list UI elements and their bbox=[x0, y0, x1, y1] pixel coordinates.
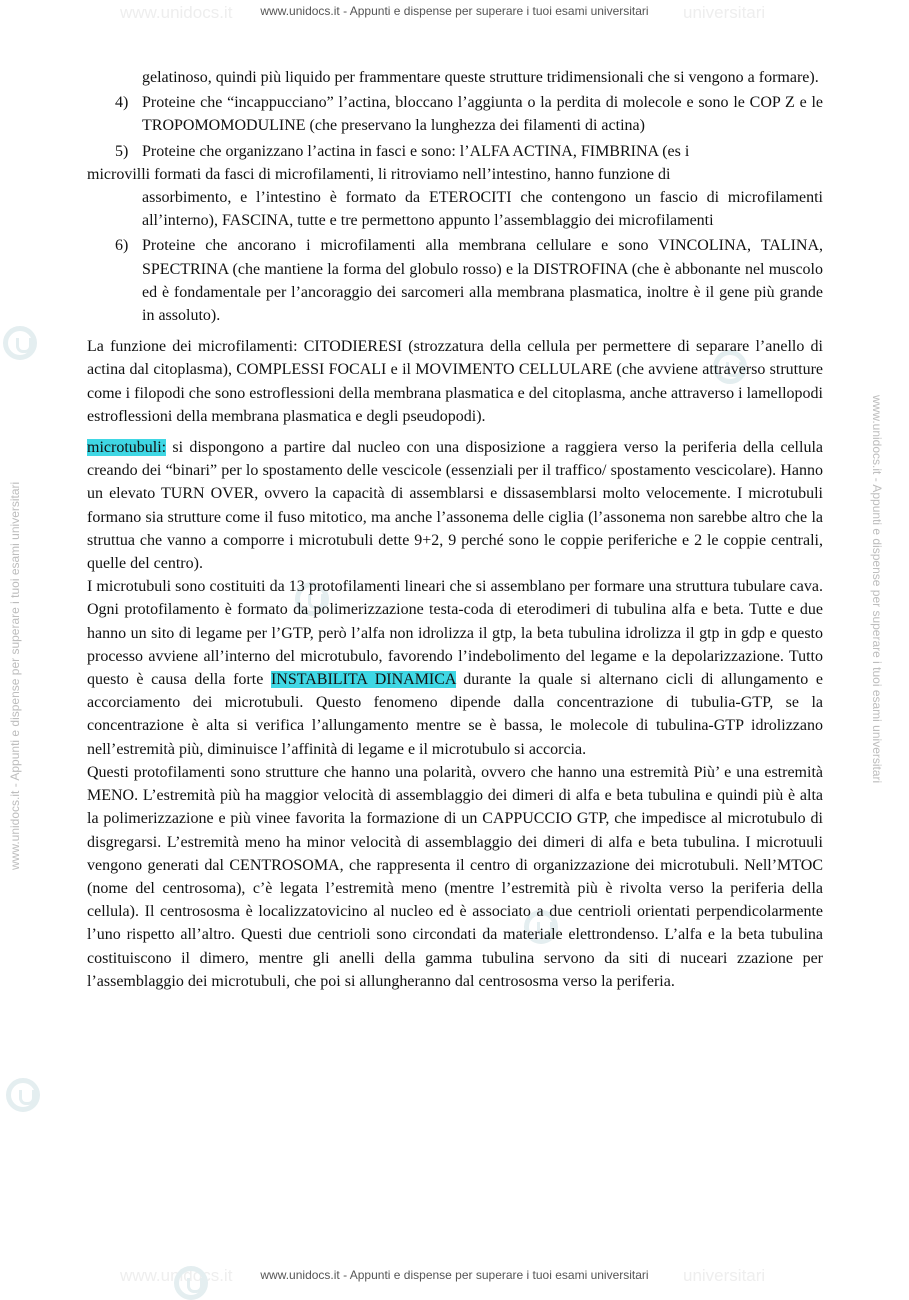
footer-watermark: www.unidocs.it - Appunti e dispense per superare i tuoi esami universitari bbox=[260, 1268, 649, 1282]
ghost-watermark-bottom-left: www.unidocs.it bbox=[120, 1266, 233, 1285]
list-continuation: gelatinoso, quindi più liquido per frammentare queste strutture tridimensionali che si vengono a formare). bbox=[142, 69, 819, 86]
list-item-text: Proteine che organizzano l’actina in fasci e sono: l’ALFA ACTINA, FIMBRINA (es i bbox=[142, 142, 690, 160]
list-item-6 bbox=[87, 234, 823, 327]
paragraph-microtubuli bbox=[87, 436, 823, 575]
list-item-text: Proteine che ancorano i microfilamenti alla membrana cellulare e sono VINCOLINA, TALINA, SPECTRINA (che mantiene la forma del globulo rosso) e la DISTROFINA (che è abbonante nel muscolo ed è fondamentale per l’ancoraggio dei sarcomeri alla membrana plasmatica, inoltre è il gene più grande in assoluto). bbox=[142, 237, 823, 325]
list-item-5-wrap: microvilli formati da fasci di microfilamenti, li ritroviamo nell’intestino, hanno funzione di bbox=[87, 165, 671, 183]
header-watermark: www.unidocs.it - Appunti e dispense per superare i tuoi esami universitari bbox=[260, 4, 649, 18]
paragraph-protofilamenti bbox=[87, 575, 823, 761]
paragraph-text: si dispongono a partire dal nucleo con una disposizione a raggiera verso la periferia della cellula creando dei “binari” per lo spostamento delle vescicole (essenziali per il traffico/ spostamento vescicolare). Hanno un elevato TURN OVER, ovvero la capacità di assemblarsi e dissasemblarsi molto velocemente. I microtubuli formano sia strutture come il fuso mitotico, ma anche l’assonema delle ciglia (l’assonema non sarebbe altro che la struttua che vanno a comporre i microtubuli dette 9+2, 9 perché sono le coppie periferiche e 2 le coppie centrali, quelle del centro). bbox=[87, 439, 823, 573]
list-number: 5) bbox=[115, 142, 129, 160]
paragraph-polarita: Questi protofilamenti sono strutture che hanno una polarità, ovvero che hanno una estremità Più’ e una estremità MENO. L’estremità più ha maggior velocità di assemblaggio dei dimeri di alfa e beta tubulina e quindi più è alta la polimerizzazione e più vinee favorita la formazione di un CAPPUCCIO GTP, che impedisce al microtubulo di disgregarsi. L’estremità meno ha minor velocità di assemblaggio dei dimeri di alfa e beta tubulina. I microtuuli vengono generati dal CENTROSOMA, che rappresenta il centro di organizzazione dei microtubuli. Nell’MTOC (nome del centrosoma), c’è legata l’estremità meno (mentre l’estremità più è rivolta verso la periferia della cellula). Il centrososma è localizzatovicino al nucleo ed è associato a due centrioli orientati perpendicolarmente l’uno rispetto all’altro. Questi due centrioli sono circondati da materiale elettrondenso. L’alfa e la beta tubulina costituiscono il dimero, mentre gli anelli della gamma tubulina servono da siti di nuceari zzazione per l’assemblaggio dei microtubuli, che poi si allungheranno dal centrososma verso la periferia. bbox=[87, 763, 823, 990]
paragraph-text: I microtubuli sono costituiti da 13 protofilamenti lineari che si assemblano per formare una struttura tubulare cava. Ogni protofilamento è formato da polimerizzazione testa-coda di eterodimeri di tubulina alfa e beta. Tutte e due hanno un sito di legame per l’GTP, però l’alfa non idrolizza il gtp, la beta tubulina idrolizza il gtp in gdp e questo processo avviene all’interno del microtubulo, favorendo l’indebolimento del legame e la depolarizzazione. Tutto questo è causa della forte bbox=[87, 578, 823, 689]
ghost-watermark-right: universitari bbox=[683, 3, 766, 22]
list-item-5-continuation: assorbimento, e l’intestino è formato da ETEROCITI che contengono un fascio di microfilamenti all’interno), FASCINA, tutte e tre permettono appunto l’assemblaggio dei microfilamenti bbox=[142, 189, 823, 230]
side-watermark-left: www.unidocs.it - Appunti e dispense per superare i tuoi esami universitari bbox=[8, 481, 22, 870]
document-body bbox=[87, 66, 823, 993]
unidocs-logo-icon bbox=[174, 1266, 208, 1300]
list-number: 6) bbox=[115, 237, 129, 255]
unidocs-logo-icon bbox=[6, 1078, 40, 1112]
highlight-instabilita: INSTABILITA DINAMICA bbox=[270, 671, 456, 689]
list-item-text: Proteine che “incappucciano” l’actina, bloccano l’aggiunta o la perdita di molecole e sono le COP Z e le TROPOMOMODULINE (che preservano la lunghezza dei filamenti di actina) bbox=[142, 94, 823, 135]
side-watermark-right: www.unidocs.it - Appunti e dispense per superare i tuoi esami universitari bbox=[870, 395, 884, 784]
list-number: 4) bbox=[115, 94, 129, 112]
list-item-5 bbox=[87, 140, 823, 163]
highlight-microtubuli: microtubuli: bbox=[87, 439, 167, 457]
paragraph-text: durante la quale si alternano cicli di allungamento e accorciamento dei microtubuli. Questo fenomeno dipende dalla concentrazione di tubulia-GTP, se la concentrazione è alta si verifica l’allungamento mentre se è bassa, le molecole di tubulina-GTP idrolizzano nell’estremità più, diminuisce l’affinità di legame e il microtubulo si accorcia. bbox=[87, 671, 824, 758]
unidocs-logo-icon bbox=[3, 326, 37, 360]
ghost-watermark-bottom-right: universitari bbox=[683, 1266, 766, 1285]
ghost-watermark-left: www.unidocs.it bbox=[120, 3, 233, 22]
list-item-4 bbox=[87, 91, 823, 137]
paragraph-function: La funzione dei microfilamenti: CITODIERESI (strozzatura della cellula per permettere di separare l’anello di actina dal citoplasma), COMPLESSI FOCALI e il MOVIMENTO CELLULARE (che avviene attraverso strutture come i filopodi che sono estroflessioni della membrana plasmatica e del citoplasma, anche attraverso i lamellopodi estroflessioni della membrana plasmatica e degli pseudopodi). bbox=[87, 338, 823, 425]
